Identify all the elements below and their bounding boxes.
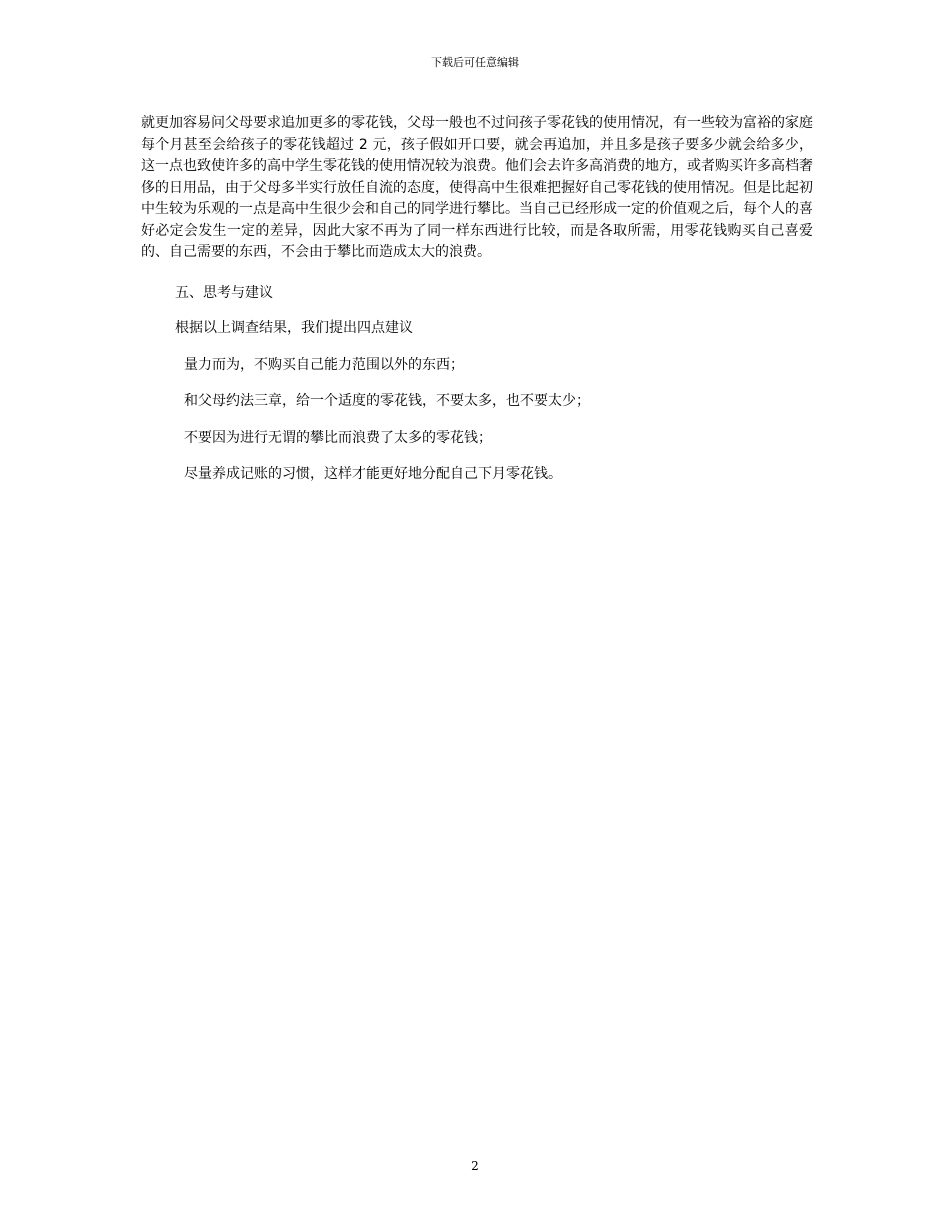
suggestion-list	[141, 355, 813, 486]
page-number: 2	[471, 1159, 479, 1173]
page-header: 下载后可任意编辑	[431, 56, 519, 69]
body-paragraph: 就更加容易问父母要求追加更多的零花钱，父母一般也不过问孩子零花钱的使用情况，有一些较为富裕的家庭每个月甚至会给孩子的零花钱超过 2 元，孩子假如开口要，就会再追加，并且多是孩子要多少就会给多少，这一点也致使许多的高中学生零花钱的使用情况较为浪费。他们会去许多高消费的地方，或者购买许多高档奢侈的日用品，由于父母多半实行放任自流的态度，使得高中生很难把握好自己零花钱的使用情况。但是比起初中生较为乐观的一点是高中生很少会和自己的同学进行攀比。当自己已经形成一定的价值观之后，每个人的喜好必定会发生一定的差异，因此大家不再为了同一样东西进行比较，而是各取所需，用零花钱购买自己喜爱的、自己需要的东西，不会由于攀比而造成太大的浪费。	[141, 115, 813, 260]
suggestions-intro: 根据以上调查结果，我们提出四点建议	[175, 320, 413, 336]
document-body	[141, 113, 813, 486]
suggestion-item: 尽量养成记账的习惯，这样才能更好地分配自己下月零花钱。	[184, 466, 562, 482]
suggestion-item: 量力而为，不购买自己能力范围以外的东西；	[184, 356, 464, 373]
section-heading: 五、思考与建议	[175, 284, 273, 301]
suggestion-item: 不要因为进行无谓的攀比而浪费了太多的零花钱；	[184, 429, 492, 446]
suggestion-item: 和父母约法三章，给一个适度的零花钱，不要太多，也不要太少；	[184, 393, 590, 409]
